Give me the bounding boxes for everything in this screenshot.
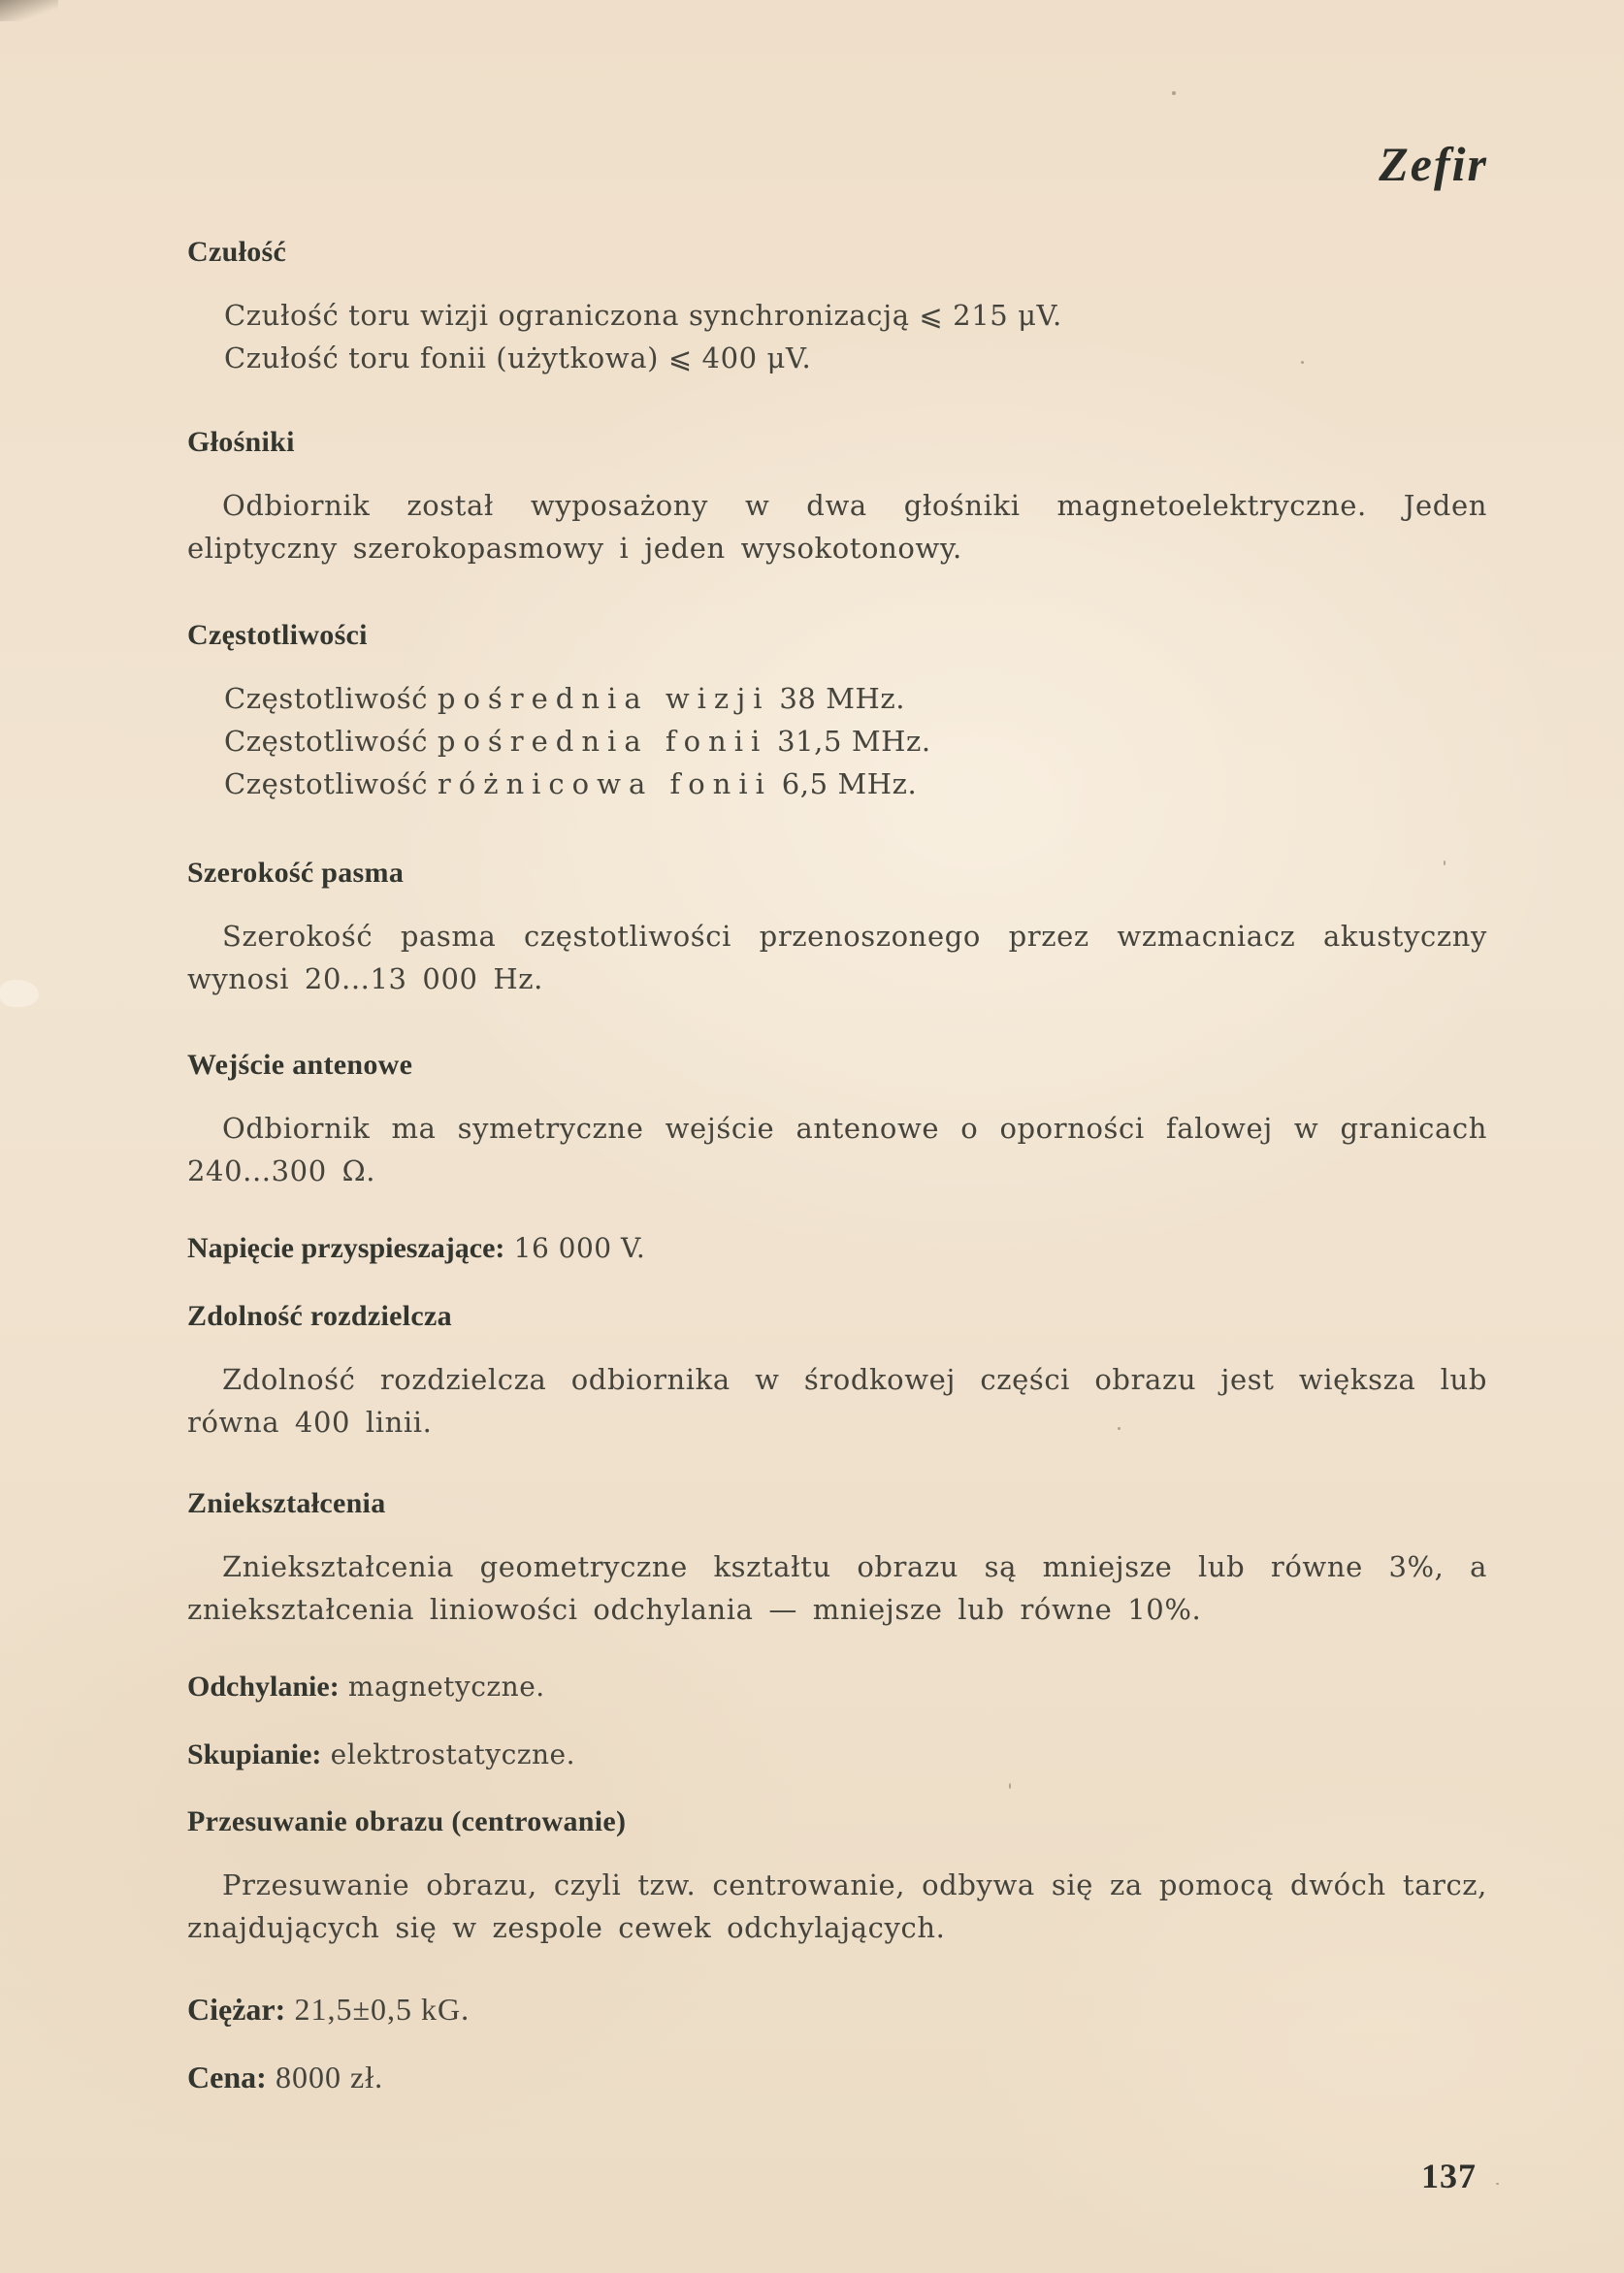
spec-value: 21,5±0,5 kG. [294, 1992, 471, 2027]
running-title: Zefir [1379, 137, 1488, 191]
section-heading: Zdolność rozdzielcza [187, 1300, 452, 1332]
section-paragraph [187, 484, 1487, 569]
paper-speck [1444, 860, 1445, 865]
frequency-prefix: Częstotliwość [224, 725, 429, 758]
frequency-prefix: Częstotliwość [224, 767, 429, 800]
spec-label: Odchylanie: [187, 1671, 340, 1703]
section-czestotliwosci [187, 619, 931, 805]
section-wejscie-antenowe [187, 1049, 1487, 1192]
frequency-value: 38 MHz. [779, 682, 906, 715]
section-paragraph [187, 1545, 1487, 1631]
section-heading: Czułość [187, 236, 287, 268]
page-edge-tear [0, 980, 39, 1007]
frequency-value: 31,5 MHz. [777, 725, 931, 758]
spec-label: Skupianie: [187, 1738, 322, 1770]
paragraph-text: Odbiornik ma symetryczne wejście antenowe o oporności falowej w granicach 240...300 Ω. [187, 1112, 1487, 1187]
spec-skupianie [187, 1737, 575, 1771]
section-czulosc [187, 236, 1062, 379]
spec-label: Napięcie przyspieszające: [187, 1232, 505, 1264]
spec-label: Ciężar: [187, 1992, 286, 2027]
section-lines [187, 677, 931, 805]
frequency-line [224, 677, 931, 720]
section-paragraph [187, 1358, 1487, 1444]
frequency-line [224, 720, 931, 763]
spec-napiecie [187, 1231, 645, 1265]
frequency-line [224, 763, 931, 805]
section-lines [187, 294, 1062, 379]
paragraph-text: Zniekształcenia geometryczne kształtu obrazu są mniejsze lub równe 3%, a zniekształcenia liniowości odchylania — mniejsze lub równe 10%. [187, 1550, 1487, 1626]
spec-value: 16 000 V. [513, 1232, 646, 1264]
section-heading: Przesuwanie obrazu (centrowanie) [187, 1805, 627, 1837]
spec-cena [187, 2060, 383, 2095]
frequency-prefix: Częstotliwość [224, 682, 429, 715]
section-heading: Szerokość pasma [187, 857, 405, 889]
section-szerokosc-pasma [187, 857, 1487, 1000]
paragraph-text: Przesuwanie obrazu, czyli tzw. centrowanie, odbywa się za pomocą dwóch tarcz, znajdujących się w zespole cewek odchylających. [187, 1868, 1487, 1944]
page-corner-shadow [0, 0, 58, 21]
paper-speck [1009, 1783, 1011, 1789]
spec-value: elektrostatyczne. [330, 1738, 576, 1770]
spec-value: 8000 zł. [275, 2060, 384, 2094]
spec-value: magnetyczne. [347, 1671, 545, 1703]
section-heading: Głośniki [187, 426, 295, 458]
frequency-value: 6,5 MHz. [781, 767, 918, 800]
section-paragraph [187, 1864, 1487, 1949]
paper-speck [1118, 1427, 1121, 1430]
spec-line: Czułość toru fonii (użytkowa) ⩽ 400 μV. [224, 341, 812, 374]
section-paragraph [187, 1107, 1487, 1192]
paragraph-text: Zdolność rozdzielcza odbiornika w środkowej części obrazu jest większa lub równa 400 linii. [187, 1363, 1487, 1439]
paper-speck [1172, 91, 1176, 95]
frequency-type: pośrednia wizji [437, 682, 770, 715]
section-przesuwanie-obrazu [187, 1805, 1487, 1949]
frequency-type: różnicowa fonii [437, 767, 772, 800]
section-znieksztalcenia [187, 1487, 1487, 1631]
paper-speck [1496, 2183, 1499, 2185]
paragraph-text: Odbiornik został wyposażony w dwa głośniki magnetoelektryczne. Jeden eliptyczny szerokopasmowy i jeden wysokotonowy. [187, 489, 1487, 565]
frequency-type: pośrednia fonii [437, 725, 768, 758]
spec-line: Czułość toru wizji ograniczona synchronizacją ⩽ 215 μV. [224, 299, 1062, 332]
paper-speck [1301, 361, 1304, 364]
section-glosniki [187, 426, 1487, 569]
section-heading: Wejście antenowe [187, 1049, 413, 1081]
section-zdolnosc-rozdzielcza [187, 1300, 1487, 1444]
section-heading: Częstotliwości [187, 619, 368, 651]
paragraph-text: Szerokość pasma częstotliwości przenoszonego przez wzmacniacz akustyczny wynosi 20...13 000 Hz. [187, 920, 1487, 995]
spec-ciezar [187, 1992, 470, 2028]
section-paragraph [187, 915, 1487, 1000]
spec-label: Cena: [187, 2060, 267, 2094]
page-number: 137 [1421, 2157, 1477, 2195]
section-heading: Zniekształcenia [187, 1487, 386, 1519]
spec-odchylanie [187, 1670, 545, 1704]
